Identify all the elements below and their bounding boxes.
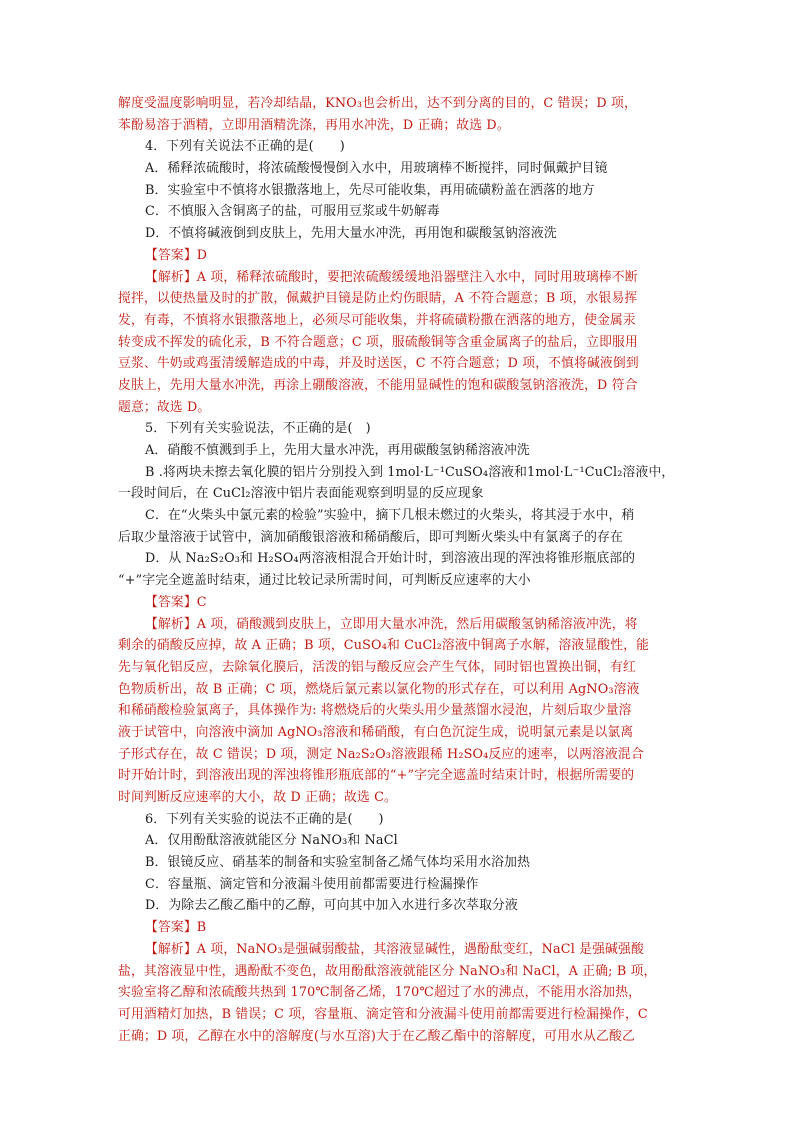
text-line: 豆浆、牛奶或鸡蛋清缓解造成的中毒，并及时送医，C 不符合题意；D 项，不慎将碱液倒到: [118, 356, 639, 372]
text-line: B .将两块未擦去氧化膜的铝片分别投入到 1mol·L⁻¹CuSO₄溶液和1mol·L⁻¹CuCl₂溶液中，: [145, 464, 675, 480]
text-line: 解度受温度影响明显，若冷却结晶，KNO₃也会析出，达不到分离的目的，C 错误；D 项，: [118, 96, 637, 111]
text-line: A．硝酸不慎溅到手上，先用大量水冲洗，再用碳酸氢钠稀溶液冲洗: [145, 443, 530, 458]
text-line: 转变成不挥发的硫化汞，B 不符合题意；C 项，服硫酸铜等含重金属离子的盐后，立即服用: [118, 334, 638, 350]
text-line: D．为除去乙酸乙酯中的乙醇，可向其中加入水进行多次萃取分液: [145, 898, 518, 914]
text-line: 盐，其溶液显中性，遇酚酞不变色，故用酚酞溶液就能区分 NaNO₃和 NaCl，A 正确; B 项，: [118, 963, 657, 979]
text-line: 可用酒精灯加热，B 错误；C 项，容量瓶、滴定管和分液漏斗使用前都需要进行检漏操作，C: [118, 1006, 648, 1022]
text-line: D．不慎将碱液倒到皮肤上，先用大量水冲洗，再用饱和碳酸氢钠溶液洗: [145, 226, 557, 242]
text-line: 和稀硝酸检验氯离子，具体操作为: 将燃烧后的火柴头用少量蒸馏水浸泡，片刻后取少量溶: [118, 703, 632, 719]
text-line: 时开始计时，到溶液出现的浑浊将锥形瓶底部的“+”字完全遮盖时结束计时，根据所需要的: [118, 768, 635, 784]
text-line: 【解析】A 项，稀释浓硫酸时，要把浓硫酸缓缓地沿器壁注入水中，同时用玻璃棒不断: [145, 269, 638, 285]
text-line: 【答案】C: [145, 594, 207, 610]
text-line: “+”字完全遮盖时结束，通过比较记录所需时间，可判断反应速率的大小: [118, 573, 531, 589]
document-page: [118, 93, 678, 1047]
text-line: A．稀释浓硫酸时，将浓硫酸慢慢倒入水中，用玻璃棒不断搅拌，同时佩戴护目镜: [145, 161, 608, 177]
text-line: B．银镜反应、硝基苯的制备和实验室制备乙烯气体均采用水浴加热: [145, 855, 531, 871]
text-line: 题意；故选 D。: [118, 399, 211, 415]
text-line: 实验室将乙醇和浓硫酸共热到 170℃制备乙烯，170℃超过了水的沸点，不能用水浴加热，: [118, 985, 642, 1001]
text-line: C．在“火柴头中氯元素的检验”实验中，摘下几根未燃过的火柴头，将其浸于水中，稍: [145, 508, 635, 524]
text-line: D．从 Na₂S₂O₃和 H₂SO₄两溶液相混合开始计时，到溶液出现的浑浊将锥形瓶底部的: [145, 551, 636, 567]
text-line: 6．下列有关实验的说法不正确的是( ): [145, 811, 384, 827]
text-line: 色物质析出，故 B 正确；C 项，燃烧后氯元素以氯化物的形式存在，可以利用 AgNO₃溶液: [118, 681, 640, 697]
text-line: C．不慎服入含铜离子的盐，可服用豆浆或牛奶解毒: [145, 204, 440, 220]
text-line: 【解析】A 项，硝酸溅到皮肤上，立即用大量水冲洗，然后用碳酸氢钠稀溶液冲洗，将: [145, 616, 638, 632]
text-line: 剩余的硝酸反应掉，故 A 正确；B 项，CuSO₄和 CuCl₂溶液中铜离子水解，溶液显酸性，能: [118, 638, 650, 654]
text-line: A．仅用酚酞溶液就能区分 NaNO₃和 NaCl: [145, 833, 398, 849]
text-line: 【解析】A 项，NaNO₃是强碱弱酸盐，其溶液显碱性，遇酚酞变红，NaCl 是强碱强酸: [145, 941, 644, 957]
text-line: C．容量瓶、滴定管和分液漏斗使用前都需要进行检漏操作: [145, 876, 479, 892]
text-line: 【答案】B: [145, 920, 207, 936]
text-line: B．实验室中不慎将水银撒落地上，先尽可能收集，再用硫磺粉盖在洒落的地方: [145, 182, 595, 198]
text-line: 【答案】D: [145, 247, 208, 263]
text-line: 搅拌，以使热量及时的扩散，佩戴护目镜是防止灼伤眼睛，A 不符合题意；B 项，水银易挥: [118, 291, 638, 307]
text-line: 时间判断反应速率的大小，故 D 正确；故选 C。: [118, 790, 397, 805]
text-line: 一段时间后，在 CuCl₂溶液中铝片表面能观察到明显的反应现象: [118, 486, 484, 502]
text-line: 发，有毒，不慎将水银撒落地上，必须尽可能收集，并将硫磺粉撒在洒落的地方，使金属汞: [118, 312, 636, 328]
text-line: 4．下列有关说法不正确的是( ): [145, 139, 345, 155]
text-line: 苯酚易溶于酒精，立即用酒精洗涤，再用水冲洗，D 正确；故选 D。: [118, 117, 510, 133]
text-line: 皮肤上，先用大量水冲洗，再涂上硼酸溶液，不能用显碱性的饱和碳酸氢钠溶液洗，D 符合: [118, 377, 638, 393]
text-line: 先与氧化铝反应，去除氧化膜后，活泼的铝与酸反应会产生气体，同时铝也置换出铜，有红: [118, 659, 636, 675]
text-line: 正确；D 项，乙醇在水中的溶解度(与水互溶)大于在乙酸乙酯中的溶解度，可用水从乙酸乙: [118, 1028, 635, 1044]
text-line: 5．下列有关实验说法，不正确的是( ): [145, 421, 371, 437]
text-line: 后取少量溶液于试管中，滴加硝酸银溶液和稀硝酸后，即可判断火柴头中有氯离子的存在: [118, 529, 623, 545]
text-line: 液于试管中，向溶液中滴加 AgNO₃溶液和稀硝酸，有白色沉淀生成，说明氯元素是以氯离: [118, 724, 634, 740]
text-line: 子形式存在，故 C 错误；D 项，测定 Na₂S₂O₃溶液跟稀 H₂SO₄反应的速率，以两溶液混合: [118, 746, 644, 762]
